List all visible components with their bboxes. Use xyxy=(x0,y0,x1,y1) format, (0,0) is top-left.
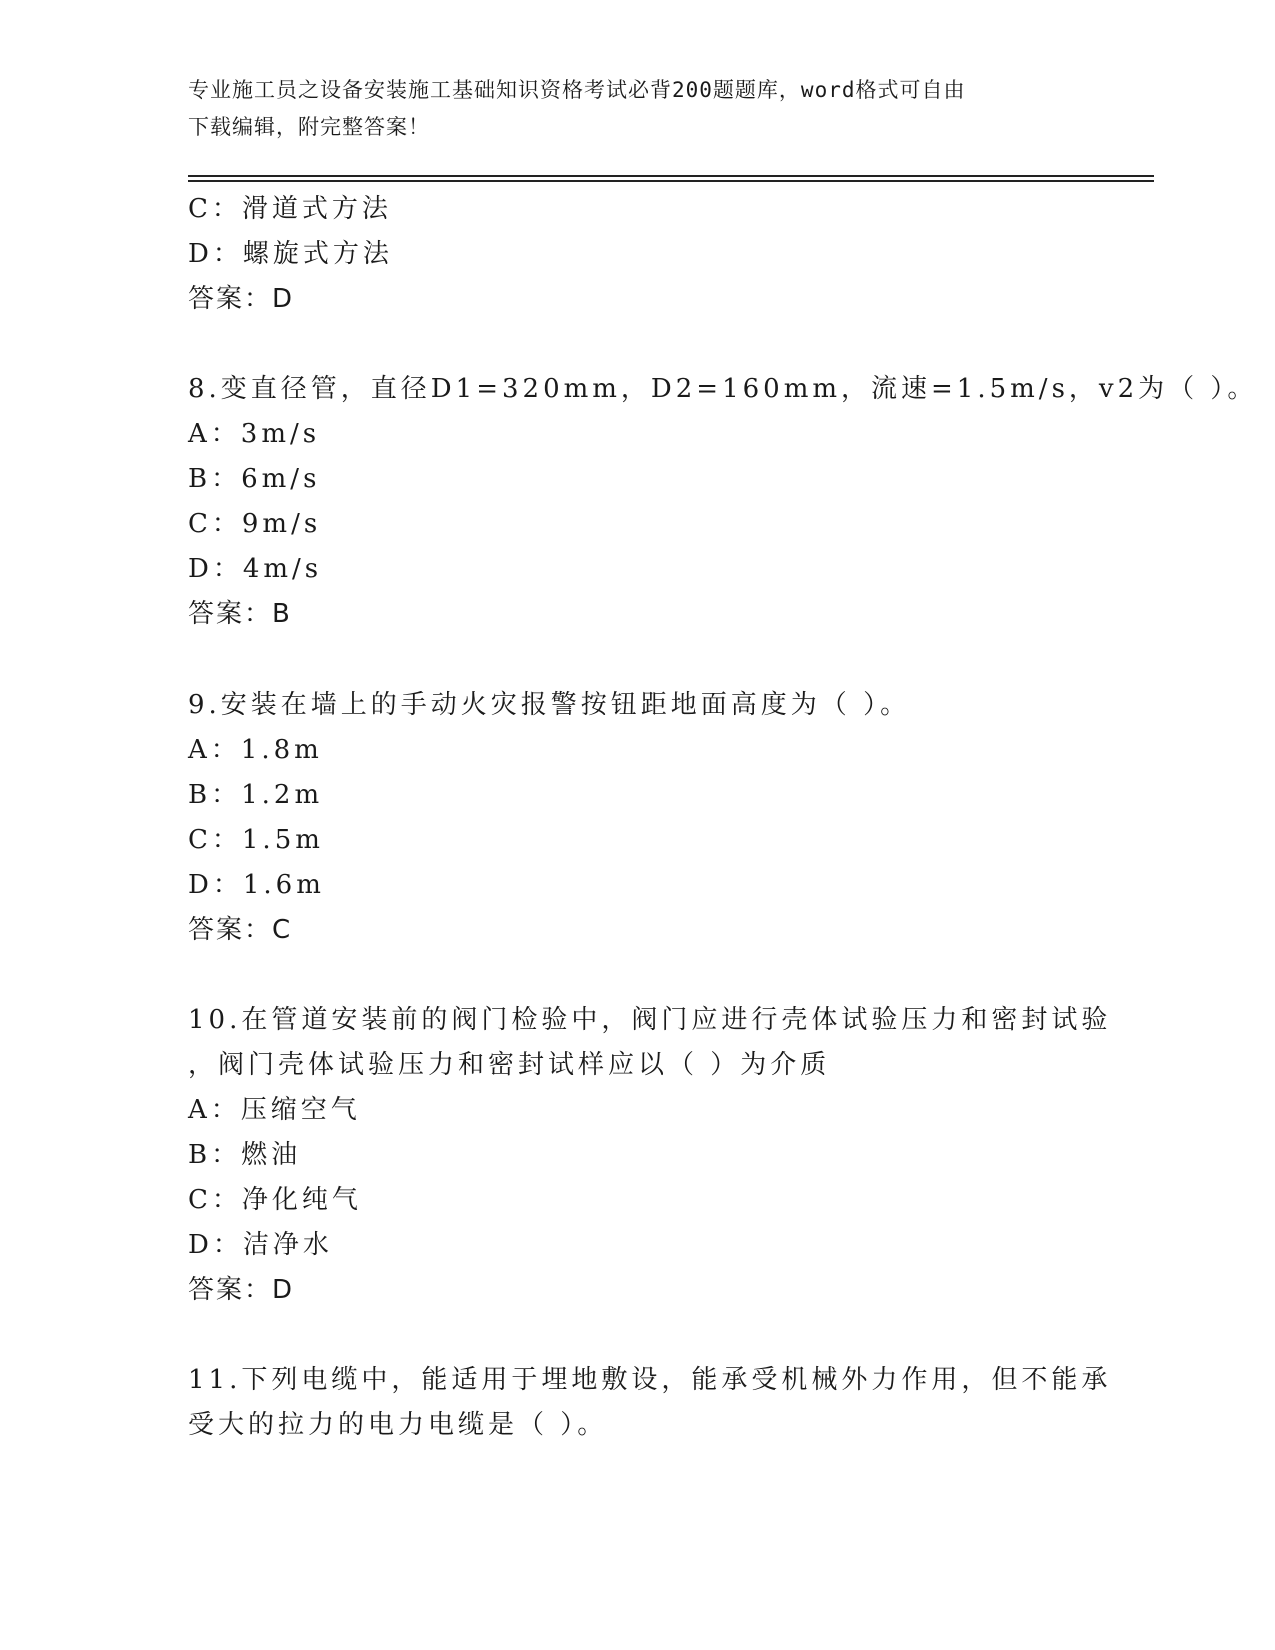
q7-answer: 答案：D xyxy=(188,284,295,314)
header-title-line-2: 下载编辑，附完整答案！ xyxy=(188,115,430,139)
q9-option-c: C：1.5m xyxy=(188,825,324,855)
q10-answer: 答案：D xyxy=(188,1275,295,1305)
header-divider-top xyxy=(188,175,1154,177)
q11-stem-line-1: 11.下列电缆中，能适用于埋地敷设，能承受机械外力作用，但不能承 xyxy=(188,1365,1112,1395)
q10-option-c: C：净化纯气 xyxy=(188,1185,362,1215)
q10-option-d: D：洁净水 xyxy=(188,1230,333,1260)
q8-answer: 答案：B xyxy=(188,599,292,629)
q8-stem: 8.变直径管，直径D1=320mm，D2=160mm，流速=1.5m/s，v2为（ ）。 xyxy=(188,374,1258,404)
q9-option-a: A：1.8m xyxy=(188,735,323,765)
q9-option-d: D：1.6m xyxy=(188,870,325,900)
q7-option-c: C：滑道式方法 xyxy=(188,194,392,224)
document-header xyxy=(188,72,1088,146)
q8-option-b: B：6m/s xyxy=(188,464,321,494)
q10-option-a: A：压缩空气 xyxy=(188,1095,361,1125)
q8-option-a: A：3m/s xyxy=(188,419,321,449)
q8-option-c: C：9m/s xyxy=(188,509,322,539)
q7-option-d: D：螺旋式方法 xyxy=(188,239,393,269)
q11-stem-line-2: 受大的拉力的电力电缆是（ ）。 xyxy=(188,1410,608,1440)
q10-option-b: B：燃油 xyxy=(188,1140,302,1170)
header-title-line-1: 专业施工员之设备安装施工基础知识资格考试必背200题题库，word格式可自由 xyxy=(188,78,966,102)
q10-stem-line-1: 10.在管道安装前的阀门检验中，阀门应进行壳体试验压力和密封试验 xyxy=(188,1005,1112,1035)
q9-stem: 9.安装在墙上的手动火灾报警按钮距地面高度为（ ）。 xyxy=(188,690,911,720)
q10-stem-line-2: ，阀门壳体试验压力和密封试样应以（ ）为介质 xyxy=(188,1050,831,1080)
header-divider-bottom xyxy=(188,180,1154,182)
q9-option-b: B：1.2m xyxy=(188,780,324,810)
q8-option-d: D：4m/s xyxy=(188,554,323,584)
q9-answer: 答案：C xyxy=(188,915,293,945)
